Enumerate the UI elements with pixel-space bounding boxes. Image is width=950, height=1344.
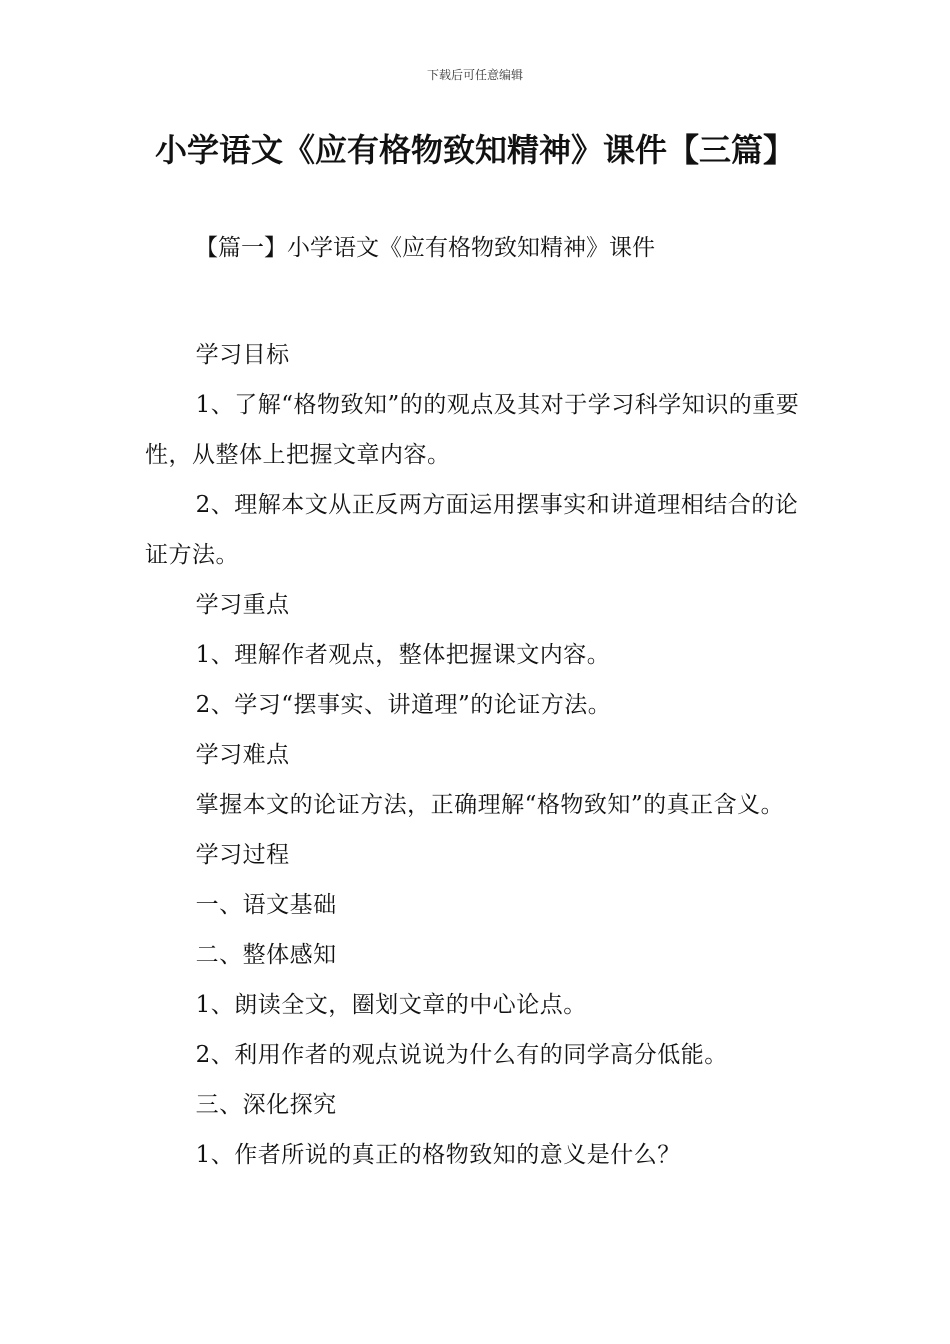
- paragraph: 2、学习“摆事实、讲道理”的论证方法。: [195, 692, 612, 718]
- paragraph: 学习目标: [195, 342, 290, 368]
- paragraph: 1、理解作者观点，整体把握课文内容。: [195, 642, 611, 668]
- section-subtitle: 【篇一】小学语文《应有格物致知精神》课件: [195, 235, 655, 261]
- paragraph: 1、作者所说的真正的格物致知的意义是什么？: [195, 1142, 681, 1168]
- paragraph: 2、利用作者的观点说说为什么有的同学高分低能。: [195, 1042, 728, 1068]
- paragraph: 学习重点: [195, 592, 290, 618]
- paragraph: 学习难点: [195, 742, 290, 768]
- page-header-note: 下载后可任意编辑: [426, 68, 523, 82]
- paragraph: 二、整体感知: [195, 942, 337, 968]
- document-body: [145, 330, 805, 1180]
- paragraph: 掌握本文的论证方法，正确理解“格物致知”的真正含义。: [195, 792, 785, 818]
- paragraph: 1、朗读全文，圈划文章的中心论点。: [195, 992, 587, 1018]
- paragraph: 学习过程: [195, 842, 290, 868]
- paragraph: 一、语文基础: [195, 892, 337, 918]
- paragraph: 三、深化探究: [195, 1092, 337, 1118]
- paragraph: 2、理解本文从正反两方面运用摆事实和讲道理相结合的论证方法。: [145, 492, 799, 568]
- paragraph: 1、了解“格物致知”的的观点及其对于学习科学知识的重要性，从整体上把握文章内容。: [145, 392, 800, 468]
- document-title: 小学语文《应有格物致知精神》课件【三篇】: [154, 131, 795, 169]
